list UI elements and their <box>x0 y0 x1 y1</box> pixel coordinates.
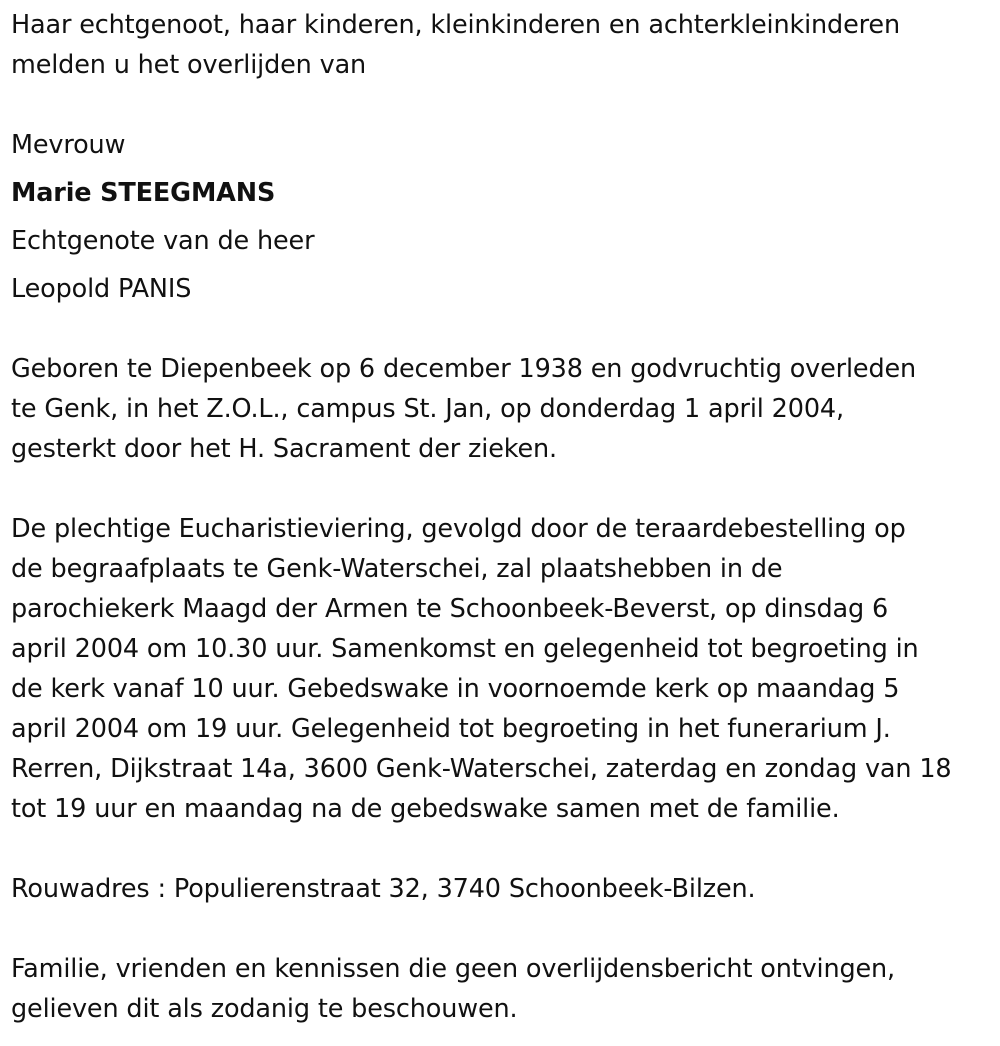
ceremony-line: de kerk vanaf 10 uur. Gebedswake in voornoemde kerk op maandag 5 <box>11 674 900 704</box>
title: Mevrouw <box>11 130 126 160</box>
relation: Echtgenote van de heer <box>11 226 315 256</box>
ceremony-line: april 2004 om 19 uur. Gelegenheid tot begroeting in het funerarium J. <box>11 714 891 744</box>
birth-death-line: Geboren te Diepenbeek op 6 december 1938 en godvruchtig overleden <box>11 354 917 384</box>
mourning-address: Rouwadres : Populierenstraat 32, 3740 Schoonbeek-Bilzen. <box>11 874 756 904</box>
ceremony-line: de begraafplaats te Genk-Waterschei, zal plaatshebben in de <box>11 554 783 584</box>
ceremony-line: april 2004 om 10.30 uur. Samenkomst en gelegenheid tot begroeting in <box>11 634 919 664</box>
closing-line: Familie, vrienden en kennissen die geen overlijdensbericht ontvingen, <box>11 954 895 984</box>
ceremony-line: De plechtige Eucharistieviering, gevolgd door de teraardebestelling op <box>11 514 906 544</box>
ceremony-line: parochiekerk Maagd der Armen te Schoonbeek-Beverst, op dinsdag 6 <box>11 594 889 624</box>
intro-line: melden u het overlijden van <box>11 50 367 80</box>
ceremony-line: tot 19 uur en maandag na de gebedswake samen met de familie. <box>11 794 840 824</box>
birth-death-line: gesterkt door het H. Sacrament der zieken. <box>11 434 557 464</box>
birth-death-line: te Genk, in het Z.O.L., campus St. Jan, op donderdag 1 april 2004, <box>11 394 844 424</box>
closing-line: gelieven dit als zodanig te beschouwen. <box>11 994 518 1024</box>
intro-line: Haar echtgenoot, haar kinderen, kleinkinderen en achterkleinkinderen <box>11 10 900 40</box>
deceased-name: Marie STEEGMANS <box>11 178 276 208</box>
ceremony-line: Rerren, Dijkstraat 14a, 3600 Genk-Waterschei, zaterdag en zondag van 18 <box>11 754 952 784</box>
spouse-name: Leopold PANIS <box>11 274 192 304</box>
